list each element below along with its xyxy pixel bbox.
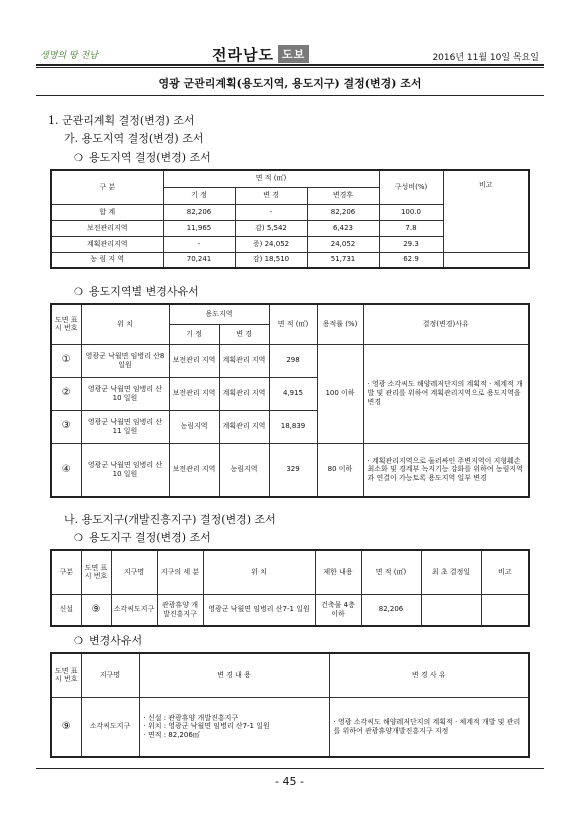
cell-loc: 영광군 낙월면 임병리 산7-1 일원 [203, 594, 315, 626]
cell-note [481, 594, 529, 626]
cell-gubun: 신설 [51, 594, 81, 626]
footer-rule [36, 768, 544, 769]
cell-reason: · 영광 소각씨도 해양레저단지의 계획적 · 체계적 개발 및 관리를 위하여 계획관리지역으로 용도지역을 변경 [363, 344, 529, 443]
cell-name: 농 림 지 역 [51, 252, 163, 268]
cell-loc: 영광군 낙월면 임병리 산10 일원 [81, 377, 169, 410]
cell-num: ④ [51, 443, 81, 497]
cell-num: ③ [51, 410, 81, 443]
table-row [51, 697, 529, 757]
cell-limit: 건축물 4층 이하 [315, 594, 361, 626]
th-change: 변 경 [219, 324, 269, 344]
table-row [51, 443, 529, 497]
table-row [51, 594, 529, 626]
cell-existing: 82,206 [163, 204, 235, 220]
th-far: 용적률 (%) [317, 304, 363, 344]
cell-ratio: 7.8 [379, 220, 443, 236]
district-table [50, 549, 530, 627]
cell-reason: · 영광 소각씨도 해양레저단지의 계획적 · 체계적 개발 및 관리를 위하여 관광휴양개발진흥지구 지정 [329, 697, 529, 757]
cell-area: 4,915 [269, 377, 317, 410]
cell-existing: 농림지역 [169, 410, 219, 443]
th-area: 면 적 (㎡) [361, 550, 421, 594]
cell-name: 합 계 [51, 204, 163, 220]
cell-area: 329 [269, 443, 317, 497]
th-first: 최 초 결정일 [421, 550, 481, 594]
th-loc: 위 치 [81, 304, 169, 344]
cell-loc: 영광군 낙월면 임병리 산10 일원 [81, 443, 169, 497]
cell-existing: 보전관리 지역 [169, 443, 219, 497]
cell-change: 감) 18,510 [235, 252, 307, 268]
th-name: 지구명 [111, 550, 157, 594]
cell-change: 계획관리 지역 [219, 377, 269, 410]
cell-after: 6,423 [307, 220, 379, 236]
th-gubun: 구 분 [51, 170, 163, 204]
cell-after: 51,731 [307, 252, 379, 268]
cell-area: 82,206 [361, 594, 421, 626]
section-1-title: 1. 군관리계획 결정(변경) 조서 [48, 114, 195, 127]
bullet-district-table: ❍ 용도지구 결정(변경) 조서 [74, 529, 211, 545]
publisher-logo: 생명의 땅 전남 [40, 51, 98, 61]
cell-name: 계획관리지역 [51, 236, 163, 252]
section-b-title: 나. 용도지구(개발진흥지구) 결정(변경) 조서 [64, 513, 276, 526]
page-number: - 45 - [275, 775, 304, 788]
cell-first [421, 594, 481, 626]
cell-after: 82,206 [307, 204, 379, 220]
cell-after: 24,052 [307, 236, 379, 252]
header-rule [36, 64, 544, 66]
cell-change: 증) 24,052 [235, 236, 307, 252]
publication-date: 2016년 11월 10일 목요일 [432, 53, 539, 63]
cell-note [443, 252, 529, 268]
cell-reason: · 계획관리지역으로 둘러싸인 주변지역이 지형훼손 최소화 및 경계부 녹지기능 강화를 위하여 농림지역과 연결이 가능토록 용도지역 일부 변경 [363, 443, 529, 497]
cell-existing: - [163, 236, 235, 252]
cell-num: ① [51, 344, 81, 377]
th-zone: 용도지역 [169, 304, 269, 324]
cell-ratio: 29.3 [379, 236, 443, 252]
section-a-title: 가. 용도지역 결정(변경) 조서 [64, 132, 204, 145]
content-line: · 위치 : 영광군 낙월면 임병리 산7-1 일원 [143, 722, 270, 731]
cell-num: ⑨ [81, 594, 111, 626]
cell-change: 계획관리 지역 [219, 344, 269, 377]
th-change: 변 경 [235, 187, 307, 204]
cell-loc: 영광군 낙월면 임병리 산11 일원 [81, 410, 169, 443]
cell-content [139, 697, 329, 757]
cell-ratio: 100.0 [379, 204, 443, 220]
th-existing: 기 정 [163, 187, 235, 204]
th-after: 변경후 [307, 187, 379, 204]
cell-area: 18,839 [269, 410, 317, 443]
cell-far: 100 이하 [317, 344, 363, 443]
header-rule-thin [36, 67, 544, 68]
cell-ratio: 62.9 [379, 252, 443, 268]
cell-far: 80 이하 [317, 443, 363, 497]
cell-name: 소각씨도지구 [111, 594, 157, 626]
publication-name: 전라남도 [212, 46, 274, 64]
cell-num: ② [51, 377, 81, 410]
content-line: · 신설 : 관광휴양 개발진흥지구 [143, 713, 239, 722]
th-ratio: 구성비(%) [379, 170, 443, 204]
document-title: 영광 군관리계획(용도지역, 용도지구) 결정(변경) 조서 [158, 77, 422, 90]
bullet-zone-reason: ❍ 용도지역별 변경사유서 [74, 283, 199, 299]
cell-change: - [235, 204, 307, 220]
publication-title [212, 44, 309, 65]
zone-reason-table [50, 303, 530, 498]
publication-badge: 도보 [278, 45, 309, 63]
cell-name: 소각씨도지구 [81, 697, 139, 757]
cell-existing: 보전관리 지역 [169, 377, 219, 410]
content-line: · 면적 : 82,206㎡ [143, 731, 200, 740]
cell-change: 농림지역 [219, 443, 269, 497]
zone-area-table [50, 169, 530, 269]
cell-change: 계획관리 지역 [219, 410, 269, 443]
th-gubun: 구분 [51, 550, 81, 594]
bullet-zone-table: ❍ 용도지역 결정(변경) 조서 [74, 149, 211, 165]
cell-existing: 보전관리 지역 [169, 344, 219, 377]
cell-loc: 영광군 낙월면 임병리 산8 일원 [81, 344, 169, 377]
th-num: 도면 표시 번호 [51, 304, 81, 344]
th-note: 비고 [443, 170, 529, 252]
th-loc: 위 치 [203, 550, 315, 594]
cell-num: ⑨ [51, 697, 81, 757]
cell-area: 298 [269, 344, 317, 377]
th-num: 도면 표시 번호 [81, 550, 111, 594]
th-existing: 기 정 [169, 324, 219, 344]
th-area: 면 적 (㎡) [269, 304, 317, 344]
th-reason: 결정(변경)사유 [363, 304, 529, 344]
th-num: 도면 표시 번호 [51, 653, 81, 697]
th-reason: 변 경 사 유 [329, 653, 529, 697]
change-reason-table [50, 652, 530, 758]
th-content: 변 경 내 용 [139, 653, 329, 697]
table-row [51, 344, 529, 377]
th-name: 지구명 [81, 653, 139, 697]
cell-existing: 11,965 [163, 220, 235, 236]
bullet-change-reason: ❍ 변경사유서 [74, 632, 142, 648]
table-row [51, 252, 529, 268]
cell-change: 감) 5,542 [235, 220, 307, 236]
cell-existing: 70,241 [163, 252, 235, 268]
th-note: 비고 [481, 550, 529, 594]
th-area: 면 적 (㎡) [163, 170, 379, 187]
th-detail: 지구의 세 분 [157, 550, 203, 594]
th-limit: 제한 내용 [315, 550, 361, 594]
cell-detail: 관광휴양 개발진흥지구 [157, 594, 203, 626]
title-rule [36, 95, 544, 96]
cell-name: 보전관리지역 [51, 220, 163, 236]
